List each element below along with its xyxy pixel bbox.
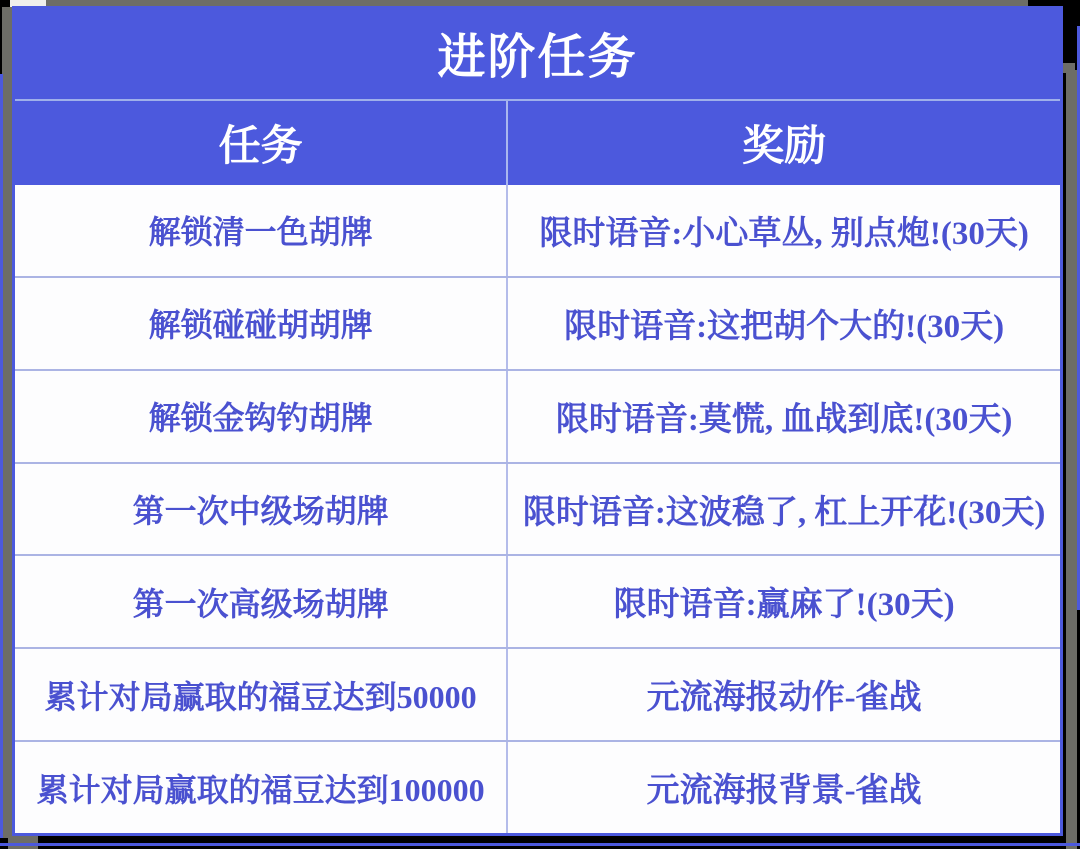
reward-cell: 元流海报背景-雀战 xyxy=(646,773,922,810)
frame-strip-right xyxy=(1066,70,1077,849)
table-title: 进阶任务 xyxy=(437,31,638,84)
table-body xyxy=(15,185,1060,833)
reward-cell: 限时语音:莫慌, 血战到底!(30天) xyxy=(555,401,1013,438)
table-title-bar xyxy=(15,6,1060,101)
frame-blue-line-bottom xyxy=(0,843,1080,846)
frame-blue-sliver-left xyxy=(0,74,3,838)
reward-cell: 元流海报动作-雀战 xyxy=(646,680,922,717)
advanced-task-table xyxy=(12,6,1063,836)
task-cell: 累计对局赢取的福豆达到50000 xyxy=(15,649,508,740)
column-header-reward: 奖励 xyxy=(742,122,827,169)
task-cell: 第一次高级场胡牌 xyxy=(15,556,508,647)
table-row xyxy=(15,185,1060,278)
table-row xyxy=(15,649,1060,742)
table-row xyxy=(15,464,1060,557)
reward-cell: 限时语音:小心草丛, 别点炮!(30天) xyxy=(539,215,1029,252)
task-cell: 解锁清一色胡牌 xyxy=(15,185,508,276)
table-header-row xyxy=(15,101,1060,185)
reward-cell: 限时语音:赢麻了!(30天) xyxy=(613,587,955,624)
reward-cell: 限时语音:这波稳了, 杠上开花!(30天) xyxy=(522,494,1046,531)
column-header-task: 任务 xyxy=(15,101,508,185)
table-row xyxy=(15,371,1060,464)
task-cell: 解锁金钩钓胡牌 xyxy=(15,371,508,462)
reward-cell: 限时语音:这把胡个大的!(30天) xyxy=(564,308,1005,345)
table-row xyxy=(15,556,1060,649)
table-row xyxy=(15,278,1060,371)
task-cell: 解锁碰碰胡胡牌 xyxy=(15,278,508,369)
table-row xyxy=(15,742,1060,833)
frame-strip-left xyxy=(2,7,12,838)
task-cell: 累计对局赢取的福豆达到100000 xyxy=(15,742,508,833)
task-cell: 第一次中级场胡牌 xyxy=(15,464,508,555)
